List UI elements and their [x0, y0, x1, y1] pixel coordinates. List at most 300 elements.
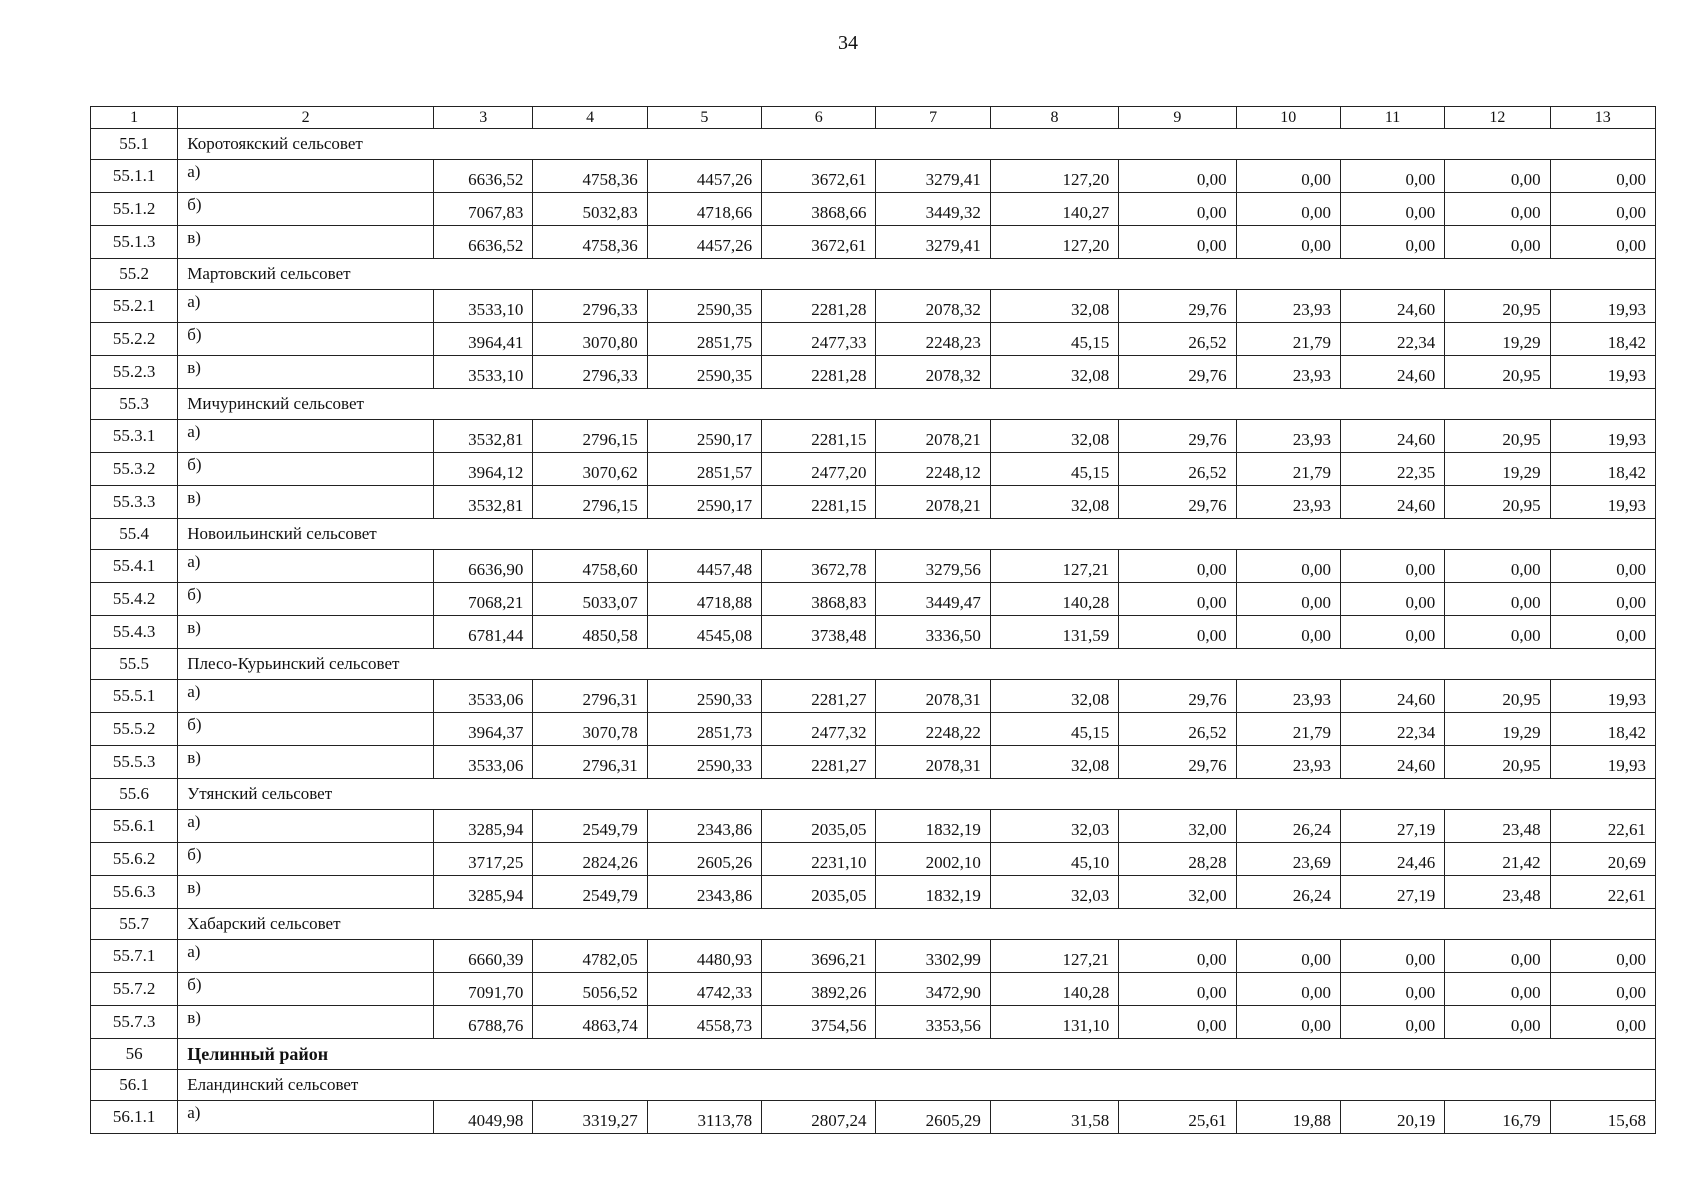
value-cell: 32,00	[1119, 810, 1236, 843]
row-label: в)	[178, 746, 434, 779]
value-cell: 29,76	[1119, 486, 1236, 519]
value-cell: 3285,94	[434, 876, 533, 909]
value-cell: 0,00	[1236, 973, 1340, 1006]
row-label: а)	[178, 1101, 434, 1134]
group-name: Коротоякский сельсовет	[178, 129, 1656, 160]
row-label: б)	[178, 973, 434, 1006]
row-code: 56.1	[91, 1070, 178, 1101]
value-cell: 23,48	[1445, 810, 1550, 843]
value-cell: 3533,10	[434, 356, 533, 389]
value-cell: 2078,21	[876, 486, 990, 519]
value-cell: 2590,33	[647, 680, 761, 713]
row-code: 55.5.3	[91, 746, 178, 779]
value-cell: 2343,86	[647, 876, 761, 909]
row-label: в)	[178, 616, 434, 649]
row-code: 55.1.1	[91, 160, 178, 193]
value-cell: 5056,52	[533, 973, 647, 1006]
value-cell: 2796,31	[533, 680, 647, 713]
value-cell: 3892,26	[762, 973, 876, 1006]
value-cell: 0,00	[1550, 616, 1655, 649]
row-code: 55.3.3	[91, 486, 178, 519]
value-cell: 20,69	[1550, 843, 1655, 876]
group-row	[91, 389, 1656, 420]
value-cell: 0,00	[1119, 616, 1236, 649]
value-cell: 45,15	[990, 323, 1118, 356]
row-code: 56	[91, 1039, 178, 1070]
value-cell: 3738,48	[762, 616, 876, 649]
value-cell: 0,00	[1236, 193, 1340, 226]
value-cell: 0,00	[1445, 226, 1550, 259]
value-cell: 45,15	[990, 453, 1118, 486]
table-row	[91, 160, 1656, 193]
value-cell: 127,21	[990, 550, 1118, 583]
value-cell: 5032,83	[533, 193, 647, 226]
value-cell: 2281,28	[762, 356, 876, 389]
value-cell: 2002,10	[876, 843, 990, 876]
value-cell: 32,03	[990, 876, 1118, 909]
value-cell: 19,29	[1445, 323, 1550, 356]
table-row	[91, 940, 1656, 973]
value-cell: 2078,32	[876, 290, 990, 323]
value-cell: 140,28	[990, 973, 1118, 1006]
value-cell: 22,34	[1340, 323, 1444, 356]
row-label: б)	[178, 193, 434, 226]
value-cell: 2796,15	[533, 486, 647, 519]
value-cell: 20,19	[1340, 1101, 1444, 1134]
value-cell: 23,93	[1236, 356, 1340, 389]
value-cell: 3696,21	[762, 940, 876, 973]
row-code: 55.6.3	[91, 876, 178, 909]
district-name: Целинный район	[178, 1039, 1656, 1070]
value-cell: 127,21	[990, 940, 1118, 973]
value-cell: 27,19	[1340, 810, 1444, 843]
value-cell: 4742,33	[647, 973, 761, 1006]
value-cell: 0,00	[1119, 973, 1236, 1006]
value-cell: 2035,05	[762, 876, 876, 909]
value-cell: 26,52	[1119, 713, 1236, 746]
value-cell: 21,79	[1236, 713, 1340, 746]
row-code: 55.6.2	[91, 843, 178, 876]
value-cell: 45,10	[990, 843, 1118, 876]
value-cell: 2851,75	[647, 323, 761, 356]
row-code: 55.1.2	[91, 193, 178, 226]
value-cell: 0,00	[1445, 160, 1550, 193]
value-cell: 24,60	[1340, 746, 1444, 779]
row-code: 55.7.3	[91, 1006, 178, 1039]
table-row	[91, 290, 1656, 323]
value-cell: 23,48	[1445, 876, 1550, 909]
value-cell: 3070,78	[533, 713, 647, 746]
row-code: 55.3.1	[91, 420, 178, 453]
value-cell: 19,93	[1550, 290, 1655, 323]
value-cell: 3070,62	[533, 453, 647, 486]
value-cell: 2477,20	[762, 453, 876, 486]
group-name: Хабарский сельсовет	[178, 909, 1656, 940]
value-cell: 2796,15	[533, 420, 647, 453]
value-cell: 0,00	[1445, 193, 1550, 226]
value-cell: 24,46	[1340, 843, 1444, 876]
value-cell: 18,42	[1550, 453, 1655, 486]
value-cell: 2605,29	[876, 1101, 990, 1134]
row-code: 55.5	[91, 649, 178, 680]
data-table	[90, 106, 1656, 1134]
value-cell: 26,52	[1119, 323, 1236, 356]
value-cell: 3964,12	[434, 453, 533, 486]
value-cell: 2231,10	[762, 843, 876, 876]
table-row	[91, 486, 1656, 519]
value-cell: 2590,35	[647, 356, 761, 389]
value-cell: 32,00	[1119, 876, 1236, 909]
value-cell: 2549,79	[533, 810, 647, 843]
value-cell: 2807,24	[762, 1101, 876, 1134]
value-cell: 127,20	[990, 226, 1118, 259]
header-cell: 10	[1236, 107, 1340, 129]
table-row	[91, 810, 1656, 843]
value-cell: 0,00	[1340, 1006, 1444, 1039]
row-label: а)	[178, 290, 434, 323]
value-cell: 20,95	[1445, 746, 1550, 779]
value-cell: 23,93	[1236, 420, 1340, 453]
table-row	[91, 616, 1656, 649]
value-cell: 4049,98	[434, 1101, 533, 1134]
group-row	[91, 519, 1656, 550]
value-cell: 3302,99	[876, 940, 990, 973]
value-cell: 15,68	[1550, 1101, 1655, 1134]
value-cell: 22,61	[1550, 876, 1655, 909]
value-cell: 6781,44	[434, 616, 533, 649]
group-name: Мичуринский сельсовет	[178, 389, 1656, 420]
value-cell: 0,00	[1445, 583, 1550, 616]
value-cell: 2281,28	[762, 290, 876, 323]
value-cell: 6660,39	[434, 940, 533, 973]
value-cell: 3285,94	[434, 810, 533, 843]
value-cell: 24,60	[1340, 420, 1444, 453]
table-row	[91, 973, 1656, 1006]
value-cell: 2796,33	[533, 356, 647, 389]
value-cell: 2796,33	[533, 290, 647, 323]
header-cell: 7	[876, 107, 990, 129]
value-cell: 23,93	[1236, 290, 1340, 323]
value-cell: 2078,32	[876, 356, 990, 389]
value-cell: 2590,33	[647, 746, 761, 779]
value-cell: 32,08	[990, 356, 1118, 389]
table-row	[91, 680, 1656, 713]
table-row	[91, 746, 1656, 779]
value-cell: 3070,80	[533, 323, 647, 356]
value-cell: 3754,56	[762, 1006, 876, 1039]
table-row	[91, 226, 1656, 259]
value-cell: 127,20	[990, 160, 1118, 193]
table-row	[91, 323, 1656, 356]
table-row	[91, 713, 1656, 746]
value-cell: 4863,74	[533, 1006, 647, 1039]
value-cell: 6636,52	[434, 160, 533, 193]
table-row	[91, 876, 1656, 909]
value-cell: 0,00	[1119, 1006, 1236, 1039]
header-cell: 2	[178, 107, 434, 129]
value-cell: 3279,41	[876, 160, 990, 193]
value-cell: 20,95	[1445, 290, 1550, 323]
value-cell: 0,00	[1236, 1006, 1340, 1039]
value-cell: 3353,56	[876, 1006, 990, 1039]
table-row	[91, 420, 1656, 453]
value-cell: 6636,52	[434, 226, 533, 259]
row-code: 55.7.1	[91, 940, 178, 973]
table-row	[91, 1006, 1656, 1039]
row-code: 55.2	[91, 259, 178, 290]
group-name: Еландинский сельсовет	[178, 1070, 1656, 1101]
row-label: а)	[178, 940, 434, 973]
value-cell: 0,00	[1119, 193, 1236, 226]
table-row	[91, 550, 1656, 583]
row-code: 55.1	[91, 129, 178, 160]
value-cell: 0,00	[1236, 616, 1340, 649]
value-cell: 4758,36	[533, 226, 647, 259]
value-cell: 0,00	[1236, 583, 1340, 616]
value-cell: 29,76	[1119, 746, 1236, 779]
value-cell: 4718,66	[647, 193, 761, 226]
value-cell: 3964,41	[434, 323, 533, 356]
value-cell: 22,35	[1340, 453, 1444, 486]
row-code: 55.2.3	[91, 356, 178, 389]
value-cell: 3672,78	[762, 550, 876, 583]
value-cell: 0,00	[1236, 940, 1340, 973]
value-cell: 2605,26	[647, 843, 761, 876]
row-code: 55.3.2	[91, 453, 178, 486]
value-cell: 2281,15	[762, 420, 876, 453]
value-cell: 7067,83	[434, 193, 533, 226]
value-cell: 45,15	[990, 713, 1118, 746]
value-cell: 23,93	[1236, 680, 1340, 713]
value-cell: 0,00	[1340, 616, 1444, 649]
value-cell: 4782,05	[533, 940, 647, 973]
value-cell: 3532,81	[434, 486, 533, 519]
row-code: 55.5.2	[91, 713, 178, 746]
value-cell: 29,76	[1119, 356, 1236, 389]
group-name: Мартовский сельсовет	[178, 259, 1656, 290]
table-row	[91, 583, 1656, 616]
value-cell: 26,52	[1119, 453, 1236, 486]
row-label: а)	[178, 160, 434, 193]
row-code: 55.4.2	[91, 583, 178, 616]
value-cell: 1832,19	[876, 810, 990, 843]
value-cell: 140,27	[990, 193, 1118, 226]
value-cell: 4758,60	[533, 550, 647, 583]
value-cell: 29,76	[1119, 290, 1236, 323]
value-cell: 2281,15	[762, 486, 876, 519]
value-cell: 0,00	[1340, 226, 1444, 259]
row-label: в)	[178, 486, 434, 519]
header-cell: 9	[1119, 107, 1236, 129]
value-cell: 20,95	[1445, 356, 1550, 389]
value-cell: 0,00	[1445, 973, 1550, 1006]
value-cell: 3336,50	[876, 616, 990, 649]
row-label: б)	[178, 453, 434, 486]
row-code: 56.1.1	[91, 1101, 178, 1134]
row-label: а)	[178, 680, 434, 713]
value-cell: 28,28	[1119, 843, 1236, 876]
value-cell: 2248,23	[876, 323, 990, 356]
value-cell: 4480,93	[647, 940, 761, 973]
value-cell: 2248,12	[876, 453, 990, 486]
value-cell: 0,00	[1340, 193, 1444, 226]
header-cell: 8	[990, 107, 1118, 129]
header-cell: 6	[762, 107, 876, 129]
value-cell: 3868,83	[762, 583, 876, 616]
row-label: б)	[178, 713, 434, 746]
group-name: Утянский сельсовет	[178, 779, 1656, 810]
value-cell: 20,95	[1445, 486, 1550, 519]
value-cell: 131,10	[990, 1006, 1118, 1039]
value-cell: 0,00	[1340, 160, 1444, 193]
value-cell: 32,08	[990, 290, 1118, 323]
header-cell: 11	[1340, 107, 1444, 129]
row-label: б)	[178, 583, 434, 616]
value-cell: 0,00	[1550, 550, 1655, 583]
header-row	[91, 107, 1656, 129]
value-cell: 18,42	[1550, 713, 1655, 746]
table-row	[91, 356, 1656, 389]
value-cell: 2590,17	[647, 420, 761, 453]
value-cell: 4457,26	[647, 226, 761, 259]
group-row	[91, 909, 1656, 940]
value-cell: 19,29	[1445, 713, 1550, 746]
value-cell: 27,19	[1340, 876, 1444, 909]
value-cell: 4457,26	[647, 160, 761, 193]
value-cell: 29,76	[1119, 680, 1236, 713]
value-cell: 2078,21	[876, 420, 990, 453]
value-cell: 6636,90	[434, 550, 533, 583]
value-cell: 23,93	[1236, 486, 1340, 519]
page-number: 34	[838, 32, 858, 54]
table-body	[91, 107, 1656, 1134]
value-cell: 0,00	[1550, 160, 1655, 193]
value-cell: 0,00	[1119, 160, 1236, 193]
value-cell: 32,03	[990, 810, 1118, 843]
value-cell: 0,00	[1550, 973, 1655, 1006]
row-label: в)	[178, 876, 434, 909]
value-cell: 3532,81	[434, 420, 533, 453]
value-cell: 3472,90	[876, 973, 990, 1006]
group-row	[91, 1070, 1656, 1101]
value-cell: 0,00	[1445, 616, 1550, 649]
row-label: а)	[178, 550, 434, 583]
value-cell: 2343,86	[647, 810, 761, 843]
value-cell: 4558,73	[647, 1006, 761, 1039]
value-cell: 3279,56	[876, 550, 990, 583]
value-cell: 23,93	[1236, 746, 1340, 779]
row-code: 55.1.3	[91, 226, 178, 259]
table-row	[91, 1101, 1656, 1134]
value-cell: 1832,19	[876, 876, 990, 909]
group-name: Плесо-Курьинский сельсовет	[178, 649, 1656, 680]
value-cell: 16,79	[1445, 1101, 1550, 1134]
value-cell: 3319,27	[533, 1101, 647, 1134]
value-cell: 24,60	[1340, 680, 1444, 713]
value-cell: 0,00	[1445, 1006, 1550, 1039]
value-cell: 32,08	[990, 486, 1118, 519]
value-cell: 3449,32	[876, 193, 990, 226]
value-cell: 0,00	[1340, 583, 1444, 616]
row-code: 55.2.2	[91, 323, 178, 356]
value-cell: 3279,41	[876, 226, 990, 259]
row-code: 55.5.1	[91, 680, 178, 713]
value-cell: 20,95	[1445, 680, 1550, 713]
value-cell: 2824,26	[533, 843, 647, 876]
row-code: 55.7.2	[91, 973, 178, 1006]
value-cell: 3533,10	[434, 290, 533, 323]
value-cell: 2281,27	[762, 680, 876, 713]
group-row	[91, 129, 1656, 160]
value-cell: 2281,27	[762, 746, 876, 779]
value-cell: 19,29	[1445, 453, 1550, 486]
value-cell: 0,00	[1550, 1006, 1655, 1039]
value-cell: 4457,48	[647, 550, 761, 583]
row-code: 55.4.3	[91, 616, 178, 649]
value-cell: 31,58	[990, 1101, 1118, 1134]
value-cell: 25,61	[1119, 1101, 1236, 1134]
value-cell: 0,00	[1119, 583, 1236, 616]
value-cell: 19,93	[1550, 486, 1655, 519]
value-cell: 21,79	[1236, 453, 1340, 486]
value-cell: 0,00	[1119, 226, 1236, 259]
value-cell: 19,93	[1550, 420, 1655, 453]
value-cell: 0,00	[1236, 550, 1340, 583]
value-cell: 24,60	[1340, 486, 1444, 519]
value-cell: 2549,79	[533, 876, 647, 909]
value-cell: 26,24	[1236, 876, 1340, 909]
header-cell: 4	[533, 107, 647, 129]
value-cell: 21,42	[1445, 843, 1550, 876]
value-cell: 0,00	[1340, 550, 1444, 583]
value-cell: 32,08	[990, 420, 1118, 453]
value-cell: 3449,47	[876, 583, 990, 616]
value-cell: 3672,61	[762, 160, 876, 193]
value-cell: 0,00	[1236, 160, 1340, 193]
value-cell: 22,61	[1550, 810, 1655, 843]
value-cell: 32,08	[990, 680, 1118, 713]
row-label: а)	[178, 420, 434, 453]
value-cell: 4718,88	[647, 583, 761, 616]
row-code: 55.3	[91, 389, 178, 420]
value-cell: 22,34	[1340, 713, 1444, 746]
group-name: Новоильинский сельсовет	[178, 519, 1656, 550]
value-cell: 19,93	[1550, 356, 1655, 389]
value-cell: 2078,31	[876, 746, 990, 779]
value-cell: 32,08	[990, 746, 1118, 779]
value-cell: 19,93	[1550, 680, 1655, 713]
header-cell: 3	[434, 107, 533, 129]
row-label: в)	[178, 356, 434, 389]
value-cell: 26,24	[1236, 810, 1340, 843]
row-label: в)	[178, 1006, 434, 1039]
value-cell: 0,00	[1550, 583, 1655, 616]
row-code: 55.2.1	[91, 290, 178, 323]
value-cell: 2248,22	[876, 713, 990, 746]
value-cell: 2035,05	[762, 810, 876, 843]
value-cell: 2590,35	[647, 290, 761, 323]
value-cell: 3868,66	[762, 193, 876, 226]
row-code: 55.7	[91, 909, 178, 940]
value-cell: 0,00	[1550, 193, 1655, 226]
district-row	[91, 1039, 1656, 1070]
group-row	[91, 649, 1656, 680]
value-cell: 19,88	[1236, 1101, 1340, 1134]
value-cell: 20,95	[1445, 420, 1550, 453]
value-cell: 24,60	[1340, 290, 1444, 323]
group-row	[91, 779, 1656, 810]
row-label: б)	[178, 323, 434, 356]
